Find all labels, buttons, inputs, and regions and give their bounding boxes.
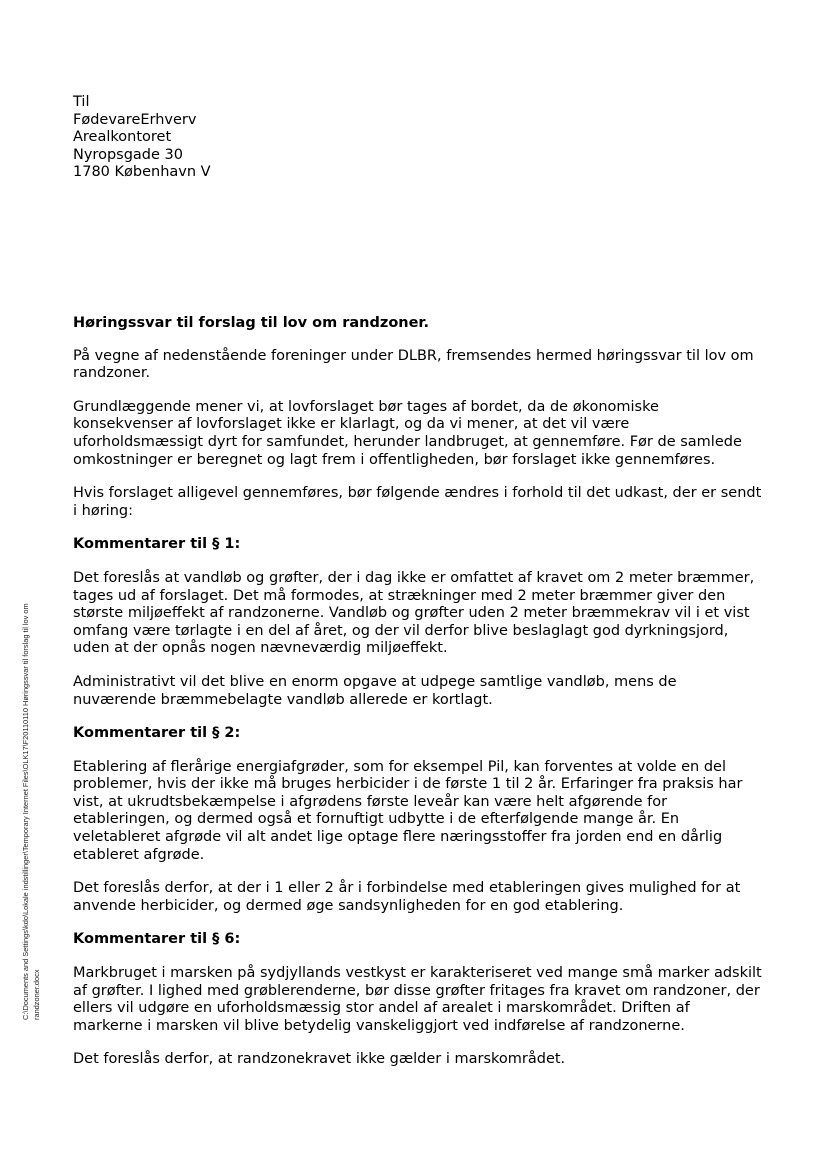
address-line-office: Arealkontoret bbox=[73, 129, 172, 145]
general-paragraph: Grundlæggende mener vi, at lovforslaget bør tages af bordet, da de økonomiske konsekvenser af lovforslaget ikke er klarlagt, og da vi mener, at det vil være uforholdsmæssigt dyrt for samfundet, herunder landbruget, at gennemføre. Før de samlede omkostninger er beregnet og lagt frem i offentligheden, bør forslaget ikke gennemføres. bbox=[73, 398, 742, 468]
section-6-paragraph-1: Markbruget i marsken på sydjyllands vestkyst er karakteriseret ved mange små marker adskilt af grøfter. I lighed med grøblerenderne, bør disse grøfter fritages fra kravet om randzoner, der ellers vil udgøre en uforholdsmæssig stor andel af arealet i marskområdet. Driften af markerne i marsken vil blive betydelig vanskeliggjort ved indførelse af randzonerne. bbox=[73, 965, 762, 1034]
section-1-paragraph-2: Administrativt vil det blive en enorm opgave at udpege samtlige vandløb, mens de nuværende bræmmebelagte vandløb allerede er kortlagt. bbox=[73, 673, 677, 708]
section-2-paragraph-1: Etablering af flerårige energiafgrøder, som for eksempel Pil, kan forventes at volde en del problemer, hvis der ikke må bruges herbicider i de første 1 til 2 år. Erfaringer fra praksis har vist, at ukrudtsbekæmpelse i afgrødens første leveår kan være helt afgørende for etableringen, og dermed også et fornuftigt udbytte i de efterfølgende mange år. En veletableret afgrøde vil alt andet lige optage flere næringsstoffer fra jorden end en dårlig etableret afgrøde. bbox=[73, 758, 743, 863]
address-line-to: Til bbox=[73, 94, 90, 110]
section-1-paragraph-1: Det foreslås at vandløb og grøfter, der i dag ikke er omfattet af kravet om 2 meter bræmmer, tages ud af forslaget. Det må formodes, at strækninger med 2 meter bræmmer giver den største miljøeffekt af randzonerne. Vandløb og grøfter uden 2 meter bræmmekrav vil i et vist omfang være tørlagte i en del af året, og der vil derfor blive beslaglagt god dyrkningsjord, uden at der opnås nogen nævneværdig miljøeffekt. bbox=[73, 569, 755, 657]
intro-paragraph: På vegne af nedenstående foreninger under DLBR, fremsendes hermed høringssvar til lov om randzoner. bbox=[73, 347, 754, 382]
address-line-organization: FødevareErhverv bbox=[73, 111, 197, 128]
address-line-city: 1780 København V bbox=[73, 164, 211, 180]
letter-body bbox=[73, 315, 763, 1085]
file-path-line-1: C:\Documents and Settings\kdo\Lokale indstillinger\Temporary Internet Files\OLK17\F20110110 Høringssvar til forslag til lov om bbox=[21, 603, 30, 1020]
section-6-heading: Kommentarer til § 6: bbox=[73, 931, 241, 948]
file-path-note bbox=[20, 530, 42, 1020]
address-line-street: Nyropsgade 30 bbox=[73, 146, 183, 163]
section-6-paragraph-2: Det foreslås derfor, at randzonekravet ikke gælder i marskområdet. bbox=[73, 1051, 566, 1068]
recipient-address bbox=[73, 94, 211, 182]
section-2-paragraph-2: Det foreslås derfor, at der i 1 eller 2 år i forbindelse med etableringen gives mulighed for at anvende herbicider, og dermed øge sandsynligheden for en god etablering. bbox=[73, 880, 741, 914]
file-path-line-2: randzoner.docx bbox=[32, 969, 41, 1020]
if-passed-paragraph: Hvis forslaget alligevel gennemføres, bør følgende ændres i forhold til det udkast, der er sendt i høring: bbox=[73, 485, 762, 519]
document-title: Høringssvar til forslag til lov om randzoner. bbox=[73, 315, 430, 331]
section-2-heading: Kommentarer til § 2: bbox=[73, 725, 241, 742]
section-1-heading: Kommentarer til § 1: bbox=[73, 536, 241, 553]
